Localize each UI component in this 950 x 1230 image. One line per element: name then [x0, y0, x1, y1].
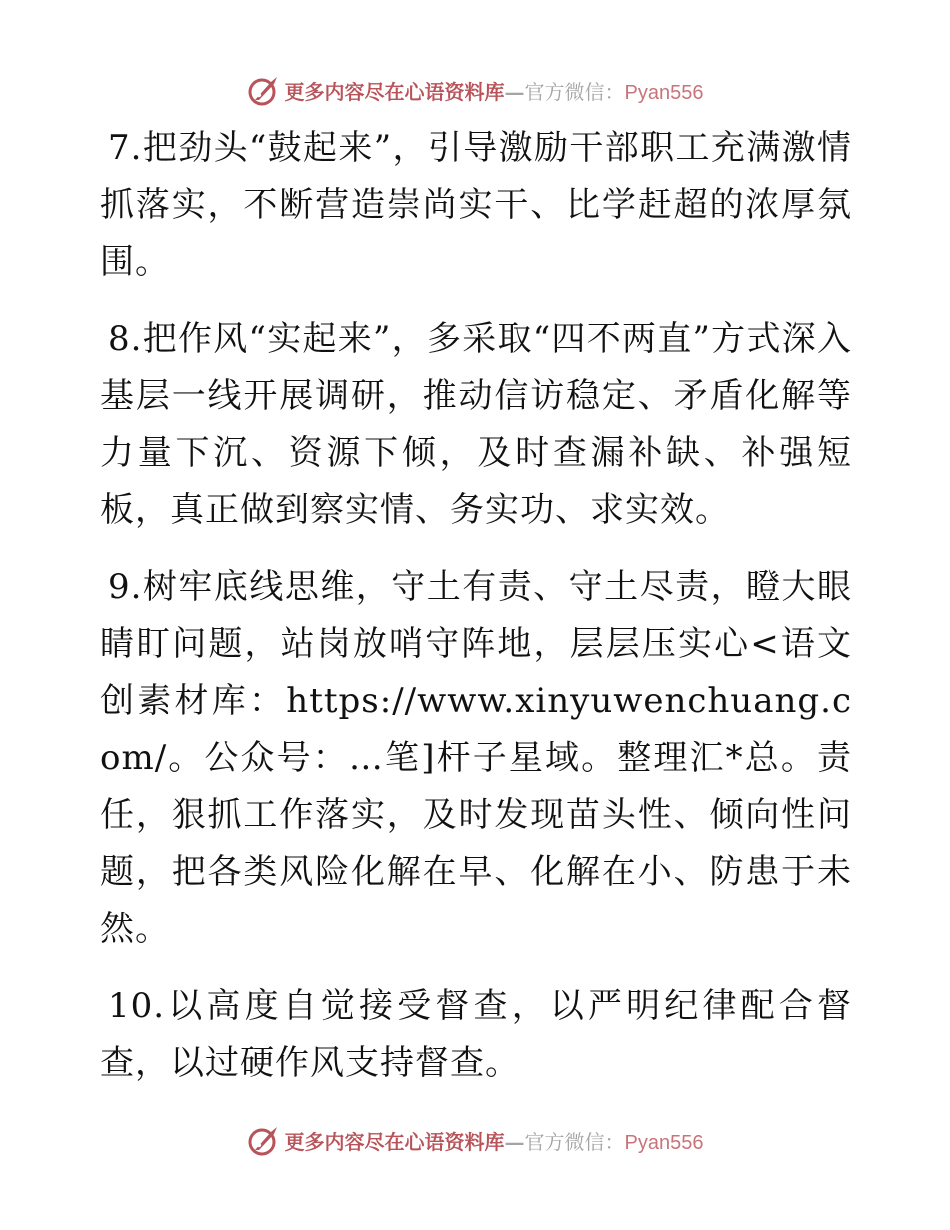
wechat-label: 官方微信： [524, 79, 625, 104]
footer-watermark-banner [0, 1120, 950, 1160]
paragraph-text: 把作风“实起来”，多采取“四不两直”方式深入基层一线开展调研，推动信访稳定、矛盾化解等力量下沉、资源下倾，及时查漏补缺、补强短板，真正做到察实情、务实功、求实效。 [100, 319, 852, 530]
paragraph-number: 7. [108, 128, 143, 168]
banner-separator: — [504, 1129, 525, 1154]
header-watermark-banner [0, 70, 950, 110]
wechat-label: 官方微信： [524, 1129, 625, 1154]
quill-pen-logo-icon [247, 73, 281, 107]
site-name-text: 更多内容尽在心语资料库 [284, 1129, 505, 1154]
banner-separator: — [504, 79, 525, 104]
paragraph-8 [100, 311, 852, 539]
wechat-id: Pyan556 [624, 81, 704, 104]
document-body [100, 120, 852, 1112]
paragraph-number: 8. [108, 319, 143, 359]
paragraph-text: 树牢底线思维，守土有责、守土尽责，瞪大眼睛盯问题，站岗放哨守阵地，层层压实心<语文创素材库：https://www.xinyuwenchuang.com/。公众号：…笔]杆子星域。整理汇*总。责任，狠抓工作落实，及时发现苗头性、倾向性问题，把各类风险化解在早、化解在小、防患于未然。 [100, 567, 852, 949]
paragraph-10 [100, 978, 852, 1092]
paragraph-9 [100, 559, 852, 958]
paragraph-text: 把劲头“鼓起来”，引导激励干部职工充满激情抓落实，不断营造崇尚实干、比学赶超的浓厚氛围。 [100, 128, 852, 282]
quill-pen-logo-icon [247, 1123, 281, 1157]
paragraph-text: 以高度自觉接受督查，以严明纪律配合督查，以过硬作风支持督查。 [100, 986, 852, 1083]
wechat-id: Pyan556 [624, 1131, 704, 1154]
paragraph-number: 9. [108, 567, 143, 607]
site-name-text: 更多内容尽在心语资料库 [284, 79, 505, 104]
paragraph-7 [100, 120, 852, 291]
paragraph-number: 10. [108, 986, 166, 1026]
